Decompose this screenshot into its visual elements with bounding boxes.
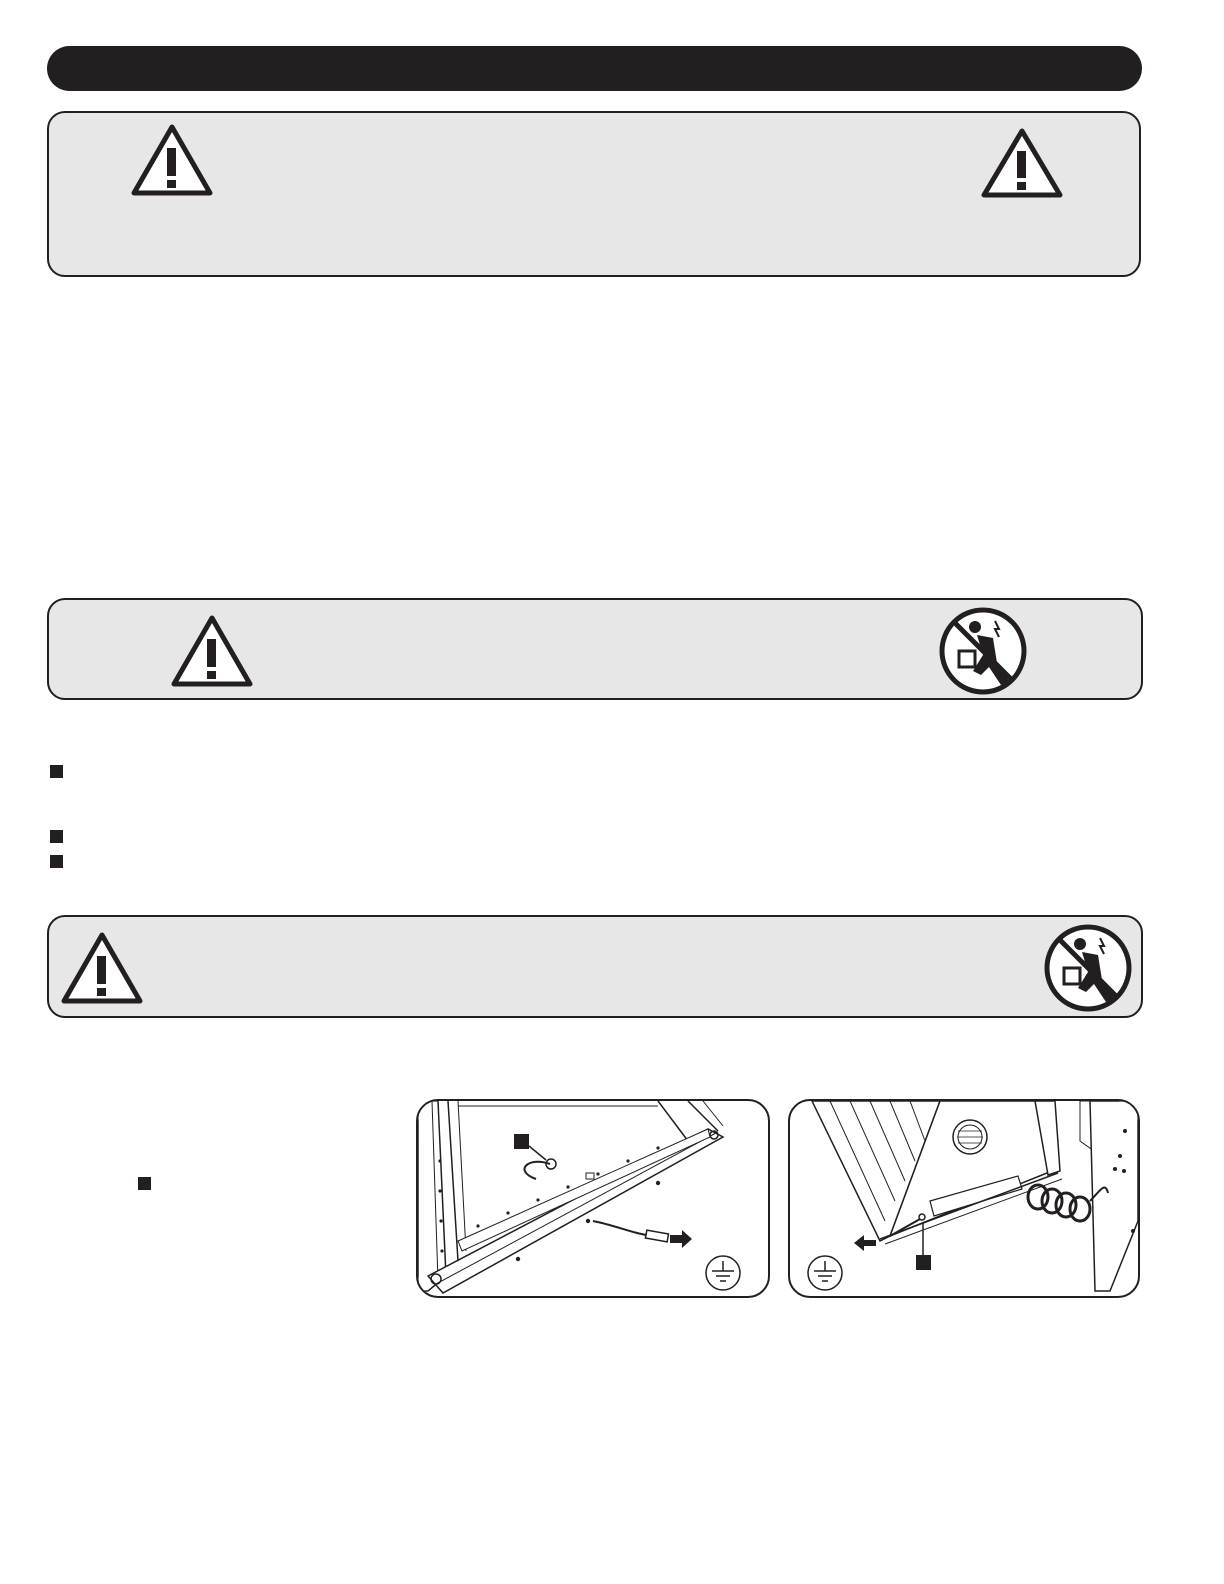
warning-panel-1 bbox=[47, 111, 1141, 277]
protective-ground-icon bbox=[808, 1256, 842, 1290]
figure-ground-wire-right bbox=[788, 1099, 1140, 1298]
figure-ground-wire-left bbox=[416, 1099, 770, 1298]
no-lifting-prohibition-icon bbox=[1042, 922, 1134, 1014]
warning-panel-2 bbox=[47, 598, 1143, 700]
list-bullet bbox=[50, 830, 63, 843]
rack-base-illustration bbox=[790, 1101, 1138, 1296]
warning-triangle-icon bbox=[130, 123, 214, 197]
warning-triangle-icon bbox=[60, 931, 144, 1005]
section-header-bar bbox=[47, 46, 1142, 91]
warning-panel-3 bbox=[47, 915, 1143, 1018]
list-bullet bbox=[50, 855, 63, 868]
list-bullet bbox=[50, 765, 63, 778]
no-lifting-prohibition-icon bbox=[937, 605, 1029, 697]
step-marker bbox=[138, 1177, 151, 1190]
protective-ground-icon bbox=[706, 1256, 740, 1290]
warning-triangle-icon bbox=[170, 614, 254, 688]
warning-triangle-icon bbox=[980, 127, 1064, 199]
rack-base-illustration bbox=[418, 1101, 768, 1296]
